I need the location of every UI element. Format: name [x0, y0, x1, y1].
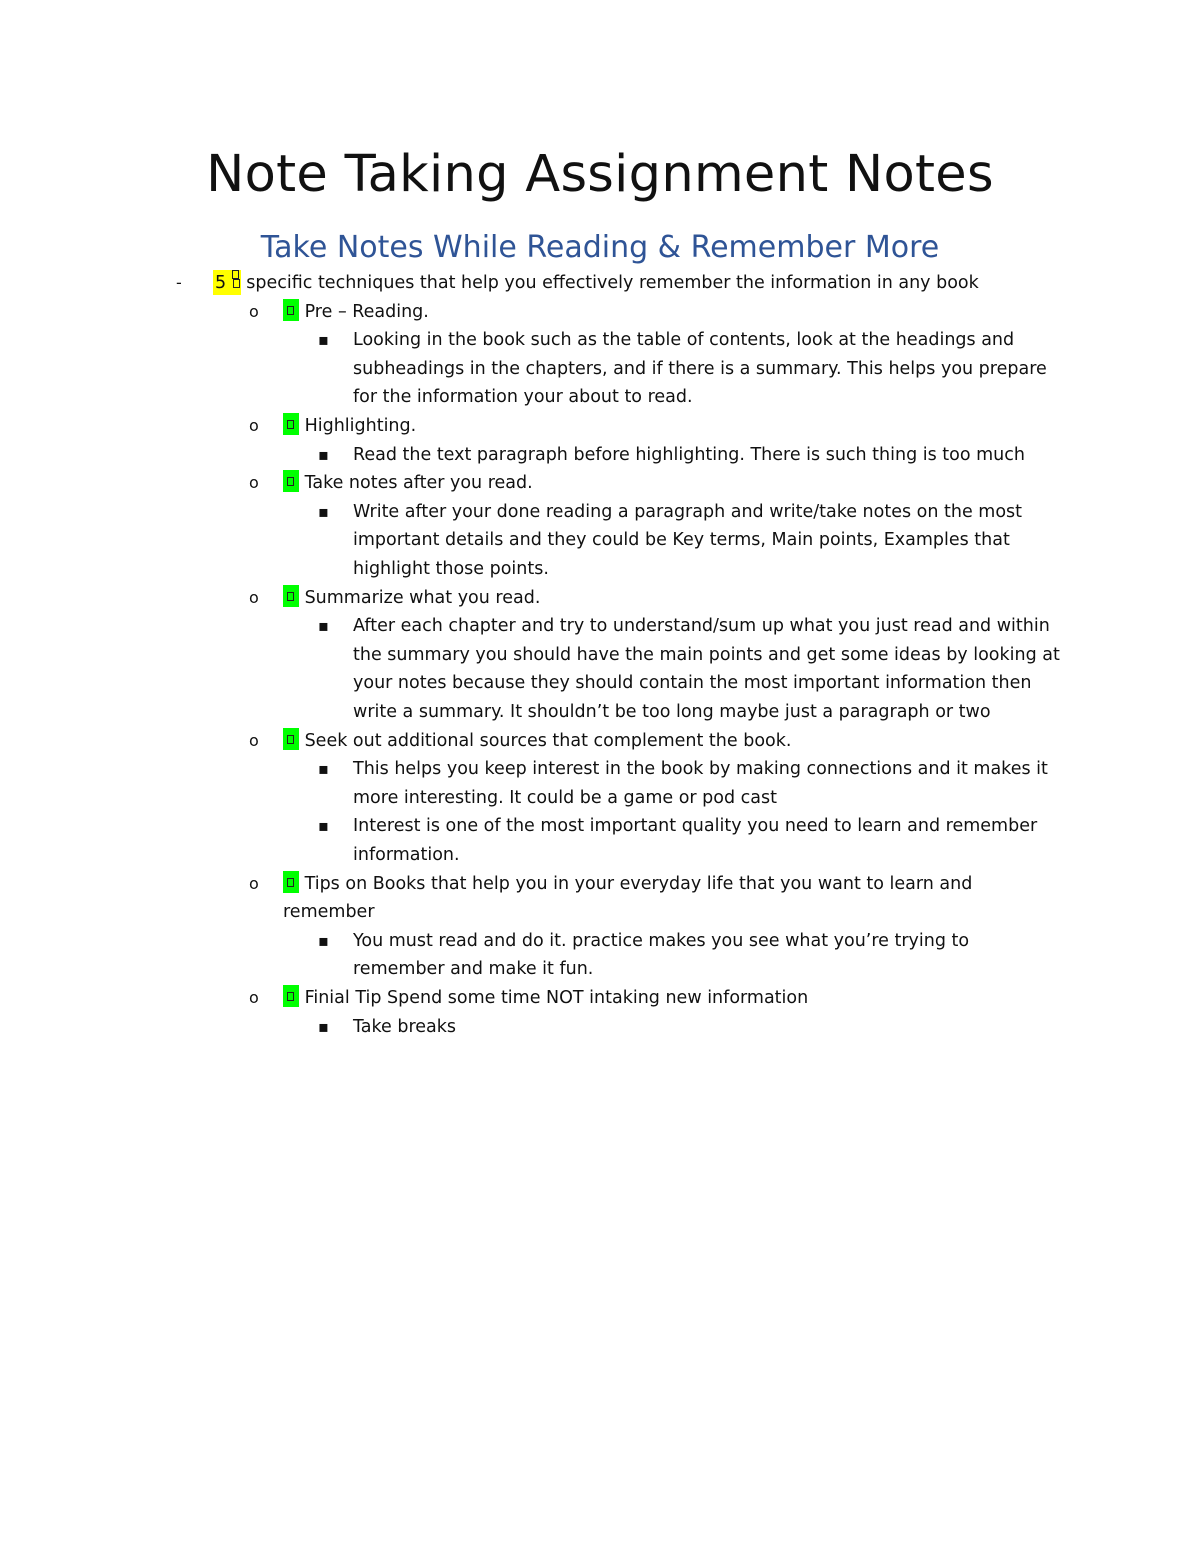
highlighted-number: 5: [213, 270, 241, 295]
checkbox-icon: [283, 413, 299, 435]
top-item: [213, 269, 979, 298]
detail-line: Take breaks: [353, 1016, 457, 1037]
square-bullet: ▪: [318, 330, 329, 350]
o-bullet: o: [249, 301, 259, 321]
technique-heading-continuation: remember: [283, 902, 375, 923]
checkbox-icon: [232, 270, 239, 279]
detail-line: Write after your done reading a paragraph and write/take notes on the most: [353, 501, 1023, 522]
detail-line: Looking in the book such as the table of contents, look at the headings and: [353, 330, 1015, 351]
checkbox-icon: [283, 585, 299, 607]
technique-heading: [283, 870, 972, 899]
detail-line: important details and they could be Key terms, Main points, Examples that: [353, 530, 1010, 551]
square-bullet: ▪: [318, 444, 329, 464]
detail-line: You must read and do it. practice makes you see what you’re trying to: [353, 930, 970, 951]
technique-heading-text: Tips on Books that help you in your everyday life that you want to learn and: [299, 873, 973, 894]
detail-line: Read the text paragraph before highlighting. There is such thing is too much: [353, 444, 1025, 465]
technique-heading-text: Finial Tip Spend some time NOT intaking new information: [299, 988, 809, 1008]
dash-bullet: -: [176, 273, 182, 292]
o-bullet: o: [249, 873, 259, 893]
technique-heading: [283, 984, 808, 1013]
detail-line: the summary you should have the main points and get some ideas by looking at: [353, 644, 1060, 665]
technique-heading: [283, 584, 540, 613]
checkbox-icon: [283, 470, 299, 492]
technique-heading: [283, 298, 429, 327]
technique-heading-text: Take notes after you read.: [299, 473, 533, 494]
document-subtitle: Take Notes While Reading & Remember More: [260, 230, 940, 265]
detail-line: After each chapter and try to understand/sum up what you just read and within: [353, 616, 1050, 637]
o-bullet: o: [249, 587, 259, 607]
detail-line: Interest is one of the most important quality you need to learn and remember: [353, 816, 1038, 837]
document-title: Note Taking Assignment Notes: [206, 145, 994, 204]
detail-line: highlight those points.: [353, 559, 549, 579]
detail-line: for the information your about to read.: [353, 387, 693, 408]
technique-heading: [283, 727, 791, 756]
square-bullet: ▪: [318, 759, 329, 779]
square-bullet: ▪: [318, 1016, 329, 1036]
o-bullet: o: [249, 730, 259, 750]
detail-line: This helps you keep interest in the book by making connections and it makes it: [353, 759, 1048, 780]
technique-heading-text: Pre – Reading.: [299, 301, 429, 322]
technique-heading-text: Summarize what you read.: [299, 587, 541, 608]
detail-line: information.: [353, 845, 460, 865]
detail-line: write a summary. It shouldn’t be too long maybe just a paragraph or two: [353, 702, 991, 722]
square-bullet: ▪: [318, 616, 329, 636]
technique-heading: [283, 412, 416, 441]
checkbox-icon: [283, 985, 299, 1007]
detail-line: remember and make it fun.: [353, 959, 594, 980]
technique-heading-text: Seek out additional sources that complement the book.: [299, 730, 792, 751]
square-bullet: ▪: [318, 816, 329, 836]
detail-line: your notes because they should contain the most important information then: [353, 673, 1032, 694]
square-bullet: ▪: [318, 501, 329, 521]
detail-line: subheadings in the chapters, and if there is a summary. This helps you prepare: [353, 358, 1047, 379]
technique-heading: [283, 469, 533, 498]
square-bullet: ▪: [318, 930, 329, 950]
o-bullet: o: [249, 416, 259, 435]
o-bullet: o: [249, 473, 259, 493]
checkbox-icon: [283, 728, 299, 750]
checkbox-icon: [283, 299, 299, 321]
checkbox-icon: [283, 871, 299, 893]
o-bullet: o: [249, 988, 259, 1007]
top-item-text: specific techniques that help you effectively remember the information in any book: [240, 273, 979, 293]
detail-line: more interesting. It could be a game or pod cast: [353, 787, 777, 808]
technique-heading-text: Highlighting.: [299, 416, 417, 436]
